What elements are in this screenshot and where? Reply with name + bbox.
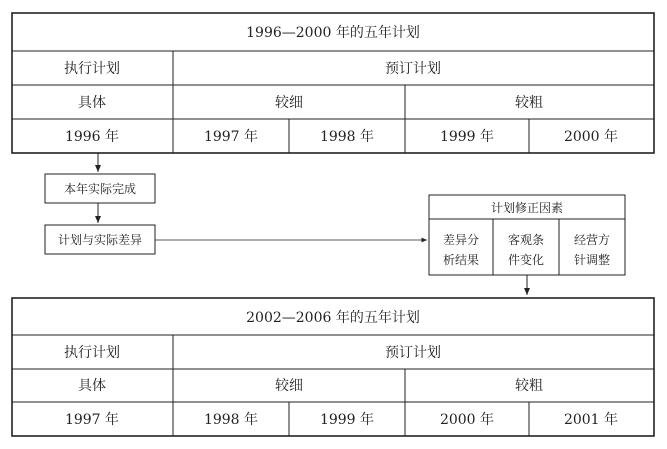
plan-table-2: [12, 298, 654, 436]
plan-1-year: 1998 年: [319, 129, 375, 145]
plan-2-exec-label: 执行计划: [64, 345, 120, 361]
plan-1-specific: 具体: [78, 95, 106, 111]
plan-1-year: 1997 年: [203, 129, 259, 145]
plan-2-year: 2001 年: [563, 412, 619, 428]
plan-1-year: 1999 年: [439, 129, 495, 145]
plan-2-title: 2002—2006 年的五年计划: [246, 310, 420, 326]
plan-1-plan-label: 预订计划: [385, 61, 441, 77]
plan-1-title: 1996—2000 年的五年计划: [246, 25, 420, 41]
plan-2-plan-label: 预订计划: [385, 345, 441, 361]
factor-diff-analysis: 差异分: [442, 233, 480, 247]
plan-2-year: 1998 年: [203, 412, 259, 428]
flow-section: [45, 153, 625, 295]
factor-policy-adjust: 经营方: [573, 233, 611, 247]
factor-diff-analysis: 析结果: [442, 253, 480, 267]
plan-1-exec-label: 执行计划: [64, 61, 120, 77]
factor-policy-adjust: 针调整: [573, 253, 611, 267]
factor-objective-change: 客观条: [507, 233, 545, 247]
plan-table-1: [12, 13, 654, 153]
plan-vs-actual-label: 计划与实际差异: [57, 233, 143, 247]
plan-2-coarser: 较粗: [515, 378, 543, 394]
plan-2-year: 1997 年: [64, 412, 120, 428]
plan-2-year: 1999 年: [319, 412, 375, 428]
plan-1-year: 2000 年: [563, 129, 619, 145]
plan-1-coarser: 较粗: [515, 95, 543, 111]
factors-title: 计划修正因素: [490, 201, 564, 215]
plan-2-specific: 具体: [78, 378, 106, 394]
factor-objective-change: 件变化: [507, 253, 545, 267]
plan-1-finer: 较细: [275, 95, 303, 111]
plan-2-year: 2000 年: [439, 412, 495, 428]
actual-done-label: 本年实际完成: [63, 182, 137, 196]
plan-2-finer: 较细: [275, 378, 303, 394]
plan-1-year: 1996 年: [64, 129, 120, 145]
